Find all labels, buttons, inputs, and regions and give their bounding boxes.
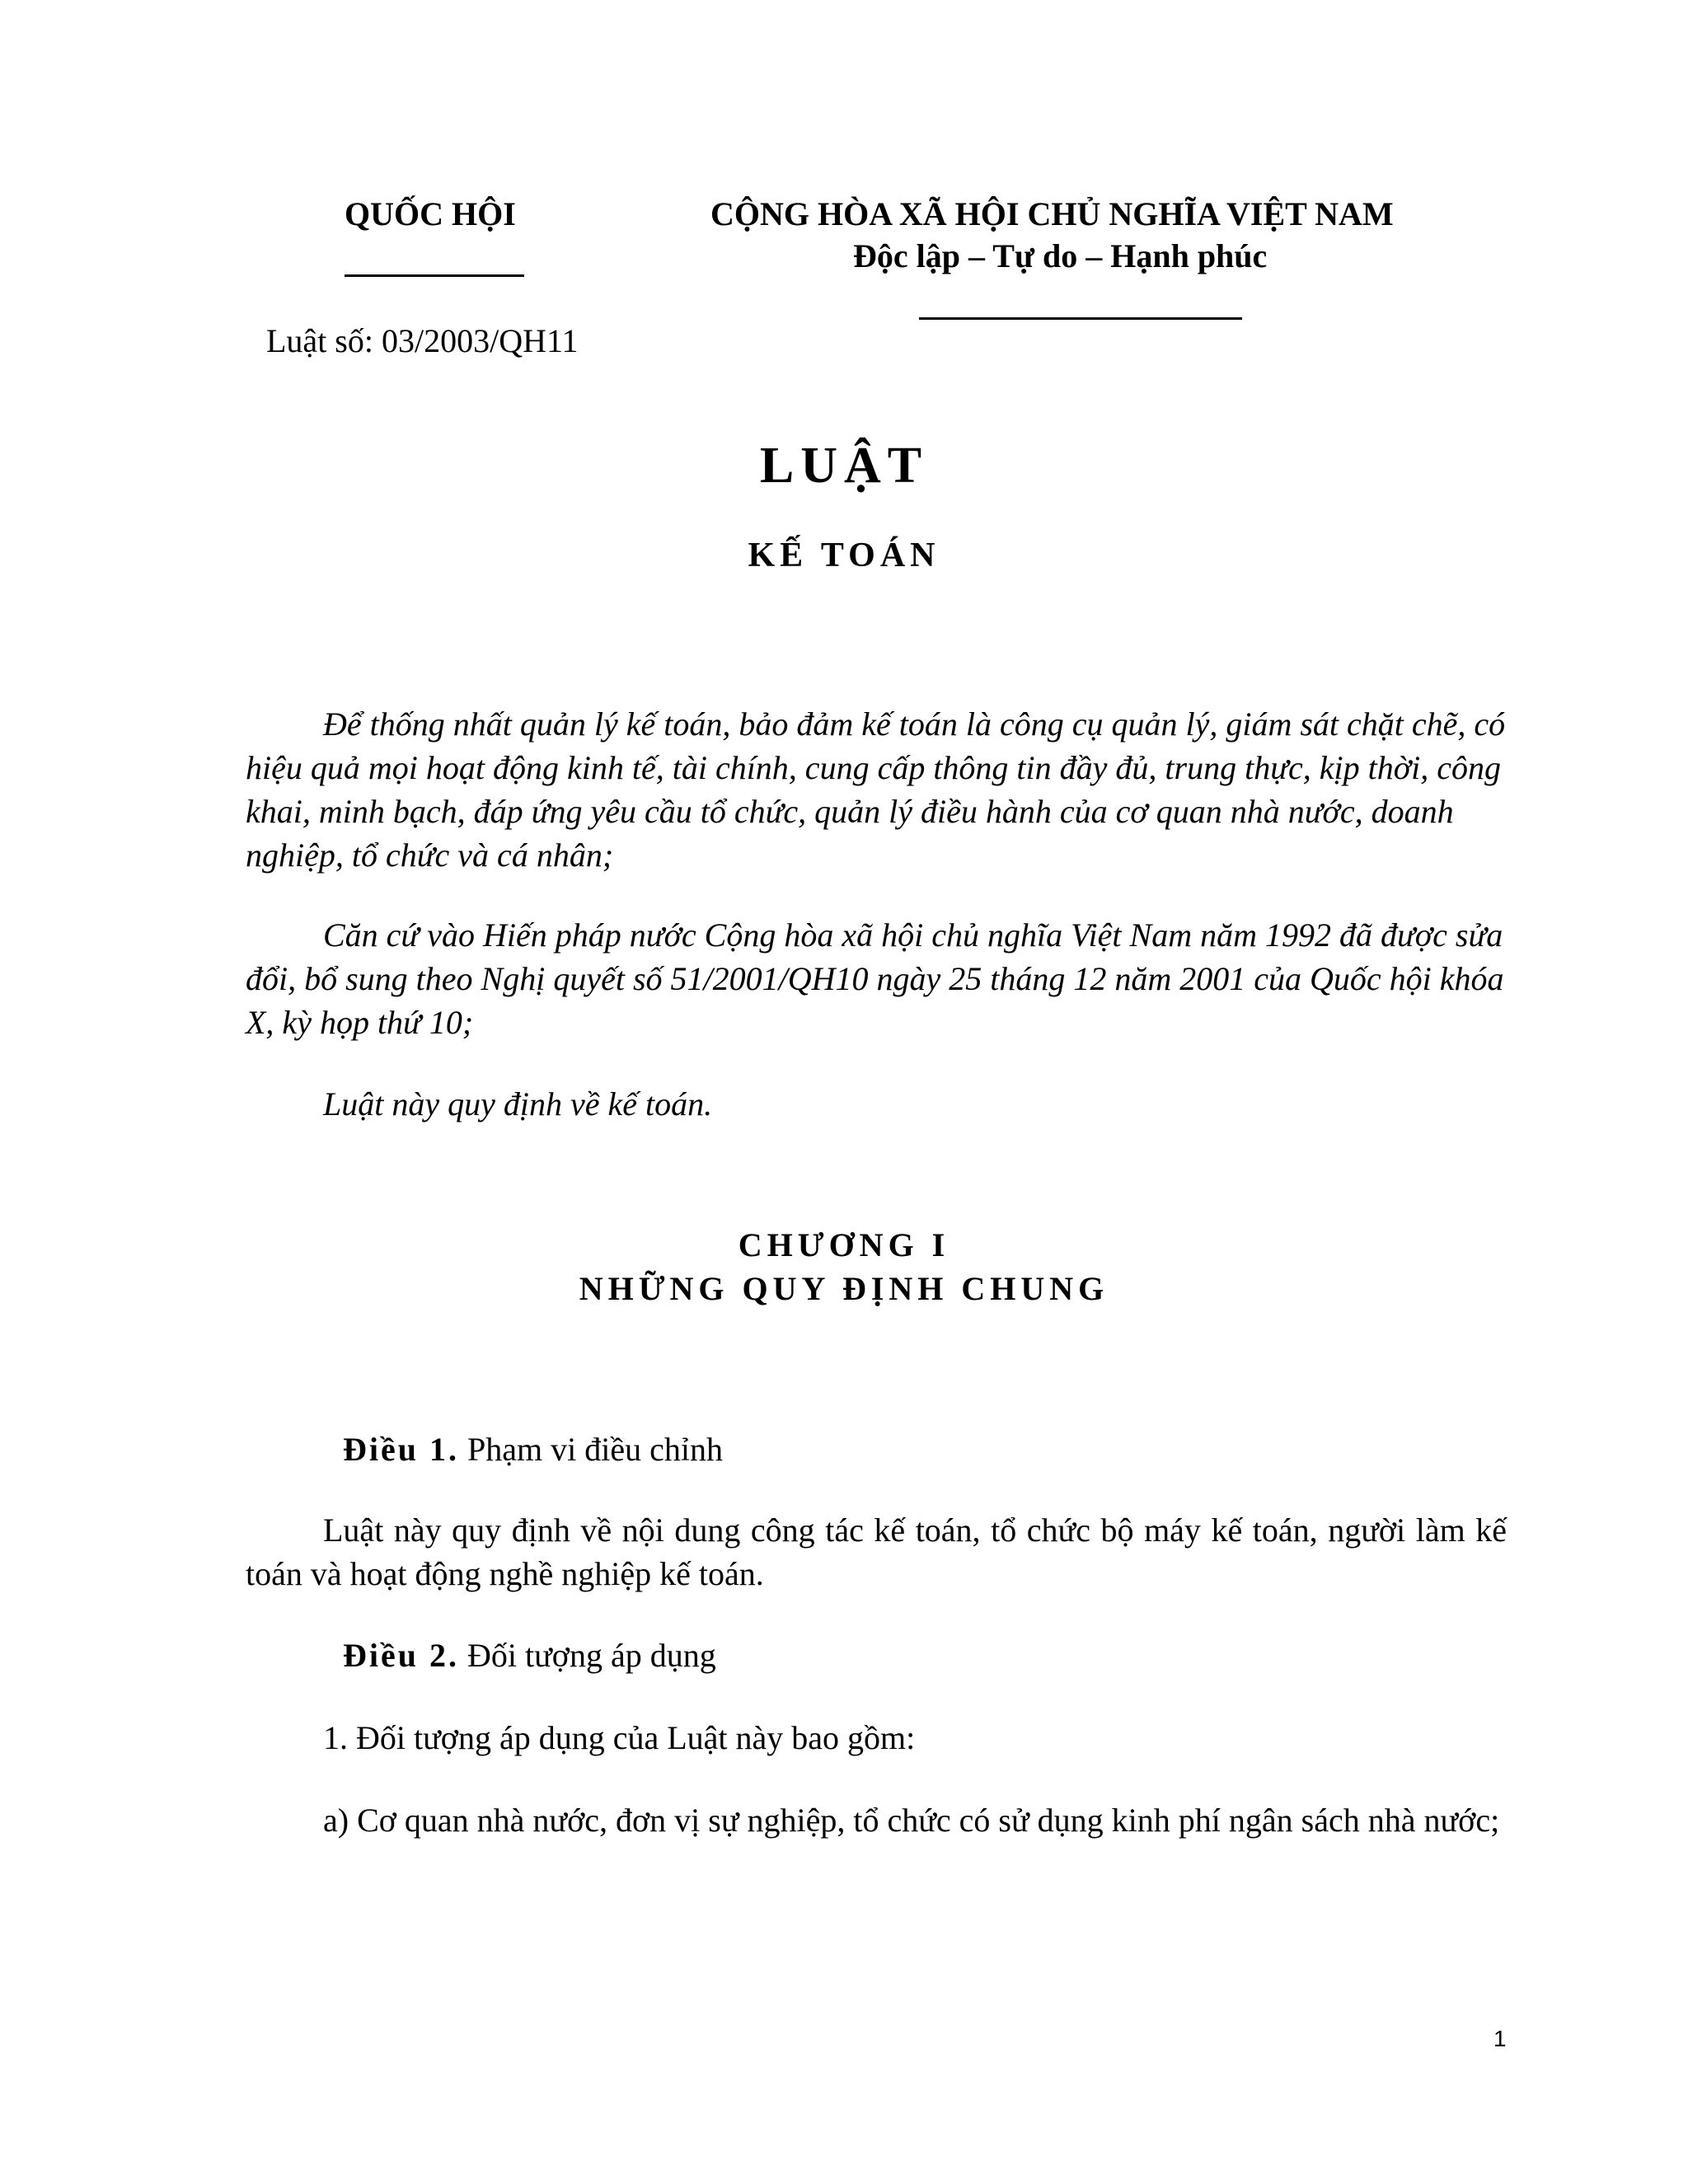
preamble-text: Để thống nhất quản lý kế toán, bảo đảm kế toán là công cụ quản lý, giám sát chặt chẽ, có hiệu quả mọi hoạt động kinh tế, tài chính, cung cấp thông tin đầy đủ, trung thực, kịp thời, công khai, minh bạch, đáp ứng yêu cầu tổ chức, quản lý điều hành của cơ quan nhà nước, doanh nghiệp, tổ chức và cá nhân; — [246, 705, 1506, 874]
article-text: 1. Đối tượng áp dụng của Luật này bao gồm: — [323, 1719, 916, 1756]
law-number: Luật số: 03/2003/QH11 — [266, 322, 579, 359]
article-paragraph — [246, 1798, 1507, 1842]
country-name: CỘNG HÒA XÃ HỘI CHỦ NGHĨA VIỆT NAM — [710, 195, 1394, 232]
article-label: Điều 1. — [343, 1431, 459, 1468]
article-paragraph — [246, 1508, 1507, 1596]
article-heading — [343, 1636, 716, 1675]
preamble-text: Căn cứ vào Hiến pháp nước Cộng hòa xã hội chủ nghĩa Việt Nam năm 1992 đã được sửa đổi, bổ sung theo Nghị quyết số 51/2001/QH10 ngày 25 tháng 12 năm 2001 của Quốc hội khóa X, kỳ họp thứ 10; — [246, 916, 1504, 1041]
article-paragraph — [246, 1716, 1507, 1760]
article-label: Điều 2. — [343, 1637, 459, 1674]
page-number: 1 — [1493, 2026, 1507, 2051]
article-title: Phạm vi điều chỉnh — [467, 1431, 723, 1468]
chapter-name: NHỮNG QUY ĐỊNH CHUNG — [579, 1270, 1109, 1307]
document-title: LUẬT — [759, 438, 929, 494]
preamble-paragraph — [246, 913, 1507, 1044]
motto-underline — [919, 317, 1242, 320]
article-text: a) Cơ quan nhà nước, đơn vị sự nghiệp, tổ chức có sử dụng kinh phí ngân sách nhà nước; — [323, 1802, 1500, 1839]
chapter-number: CHƯƠNG I — [738, 1226, 950, 1263]
preamble-paragraph — [246, 702, 1507, 877]
article-heading — [343, 1430, 723, 1469]
issuer-underline — [345, 274, 524, 277]
national-motto: Độc lập – Tự do – Hạnh phúc — [853, 237, 1268, 274]
issuer-name: QUỐC HỘI — [345, 195, 516, 232]
document-subtitle: KẾ TOÁN — [748, 537, 940, 574]
article-title: Đối tượng áp dụng — [467, 1637, 716, 1674]
preamble-paragraph — [246, 1082, 1507, 1126]
article-text: Luật này quy định về nội dung công tác kế toán, tổ chức bộ máy kế toán, người làm kế toán và hoạt động nghề nghiệp kế toán. — [246, 1511, 1507, 1592]
preamble-text: Luật này quy định về kế toán. — [323, 1085, 713, 1122]
